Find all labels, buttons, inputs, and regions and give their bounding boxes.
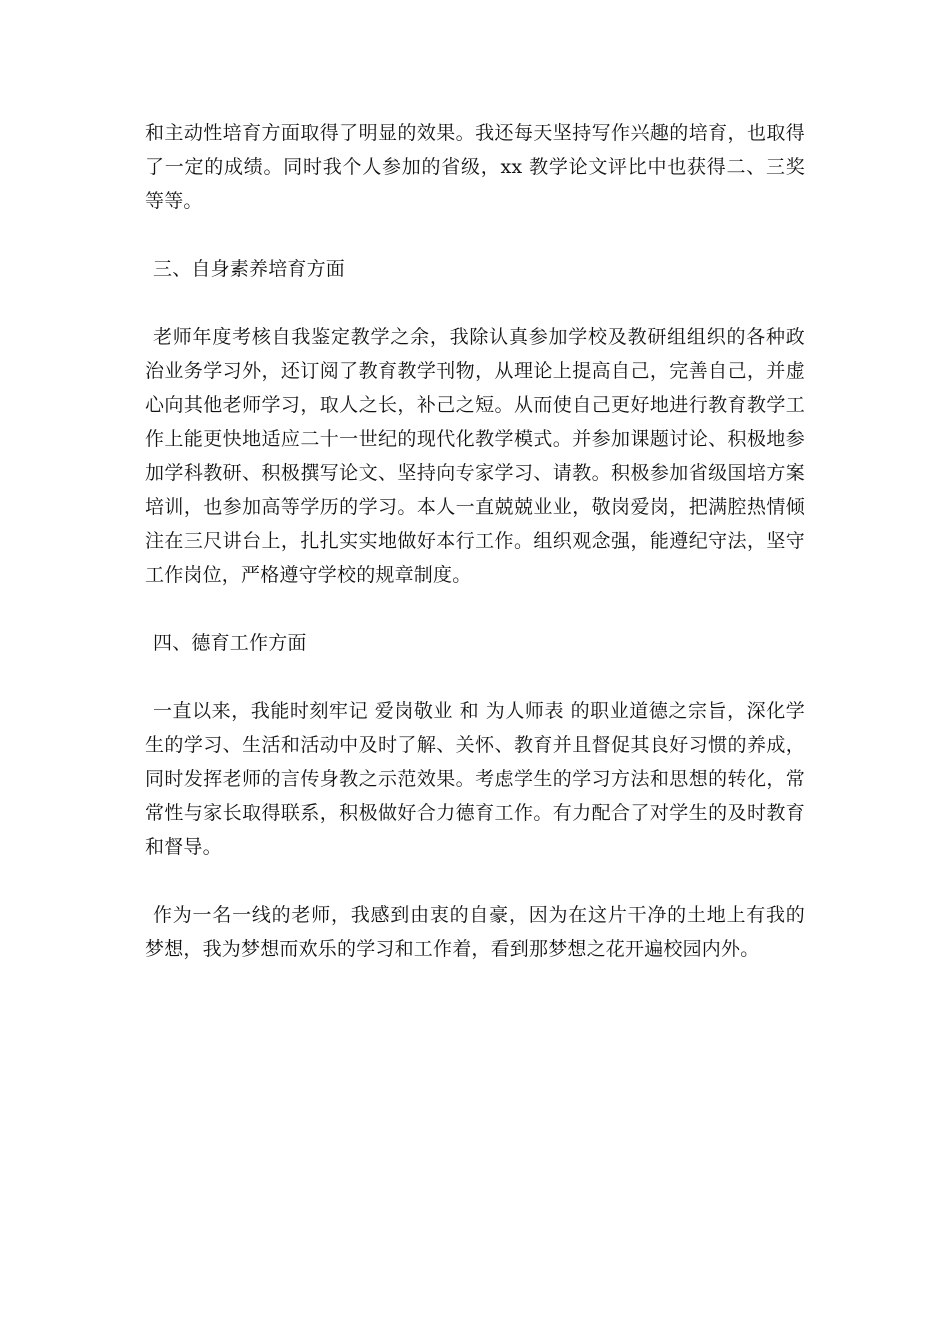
section-heading-moral-education: 四、德育工作方面 xyxy=(153,632,307,654)
document-body xyxy=(145,116,805,1000)
paragraph-continuation: 和主动性培育方面取得了明显的效果。我还每天坚持写作兴趣的培育，也取得了一定的成绩。同时我个人参加的省级，xx 教学论文评比中也获得二、三奖等等。 xyxy=(145,122,805,212)
paragraph-moral-education: 一直以来，我能时刻牢记 爱岗敬业 和 为人师表 的职业道德之宗旨，深化学生的学习、生活和活动中及时了解、关怀、教育并且督促其良好习惯的养成，同时发挥老师的言传身教之示范效果。考虑学生的学习方法和思想的转化，常常性与家长取得联系，积极做好合力德育工作。有力配合了对学生的及时教育和督导。 xyxy=(145,700,805,858)
section-heading-self-cultivation: 三、自身素养培育方面 xyxy=(153,258,346,280)
paragraph-closing: 作为一名一线的老师，我感到由衷的自豪，因为在这片干净的土地上有我的梦想，我为梦想而欢乐的学习和工作着，看到那梦想之花开遍校园内外。 xyxy=(145,904,805,960)
paragraph-self-cultivation: 老师年度考核自我鉴定教学之余，我除认真参加学校及教研组组织的各种政治业务学习外，还订阅了教育教学刊物，从理论上提高自己，完善自己，并虚心向其他老师学习，取人之长，补己之短。从而使自己更好地进行教育教学工作上能更快地适应二十一世纪的现代化教学模式。并参加课题讨论、积极地参加学科教研、积极撰写论文、坚持向专家学习、请教。积极参加省级国培方案培训，也参加高等学历的学习。本人一直兢兢业业，敬岗爱岗，把满腔热情倾注在三尺讲台上，扎扎实实地做好本行工作。组织观念强，能遵纪守法，坚守工作岗位，严格遵守学校的规章制度。 xyxy=(145,326,805,586)
